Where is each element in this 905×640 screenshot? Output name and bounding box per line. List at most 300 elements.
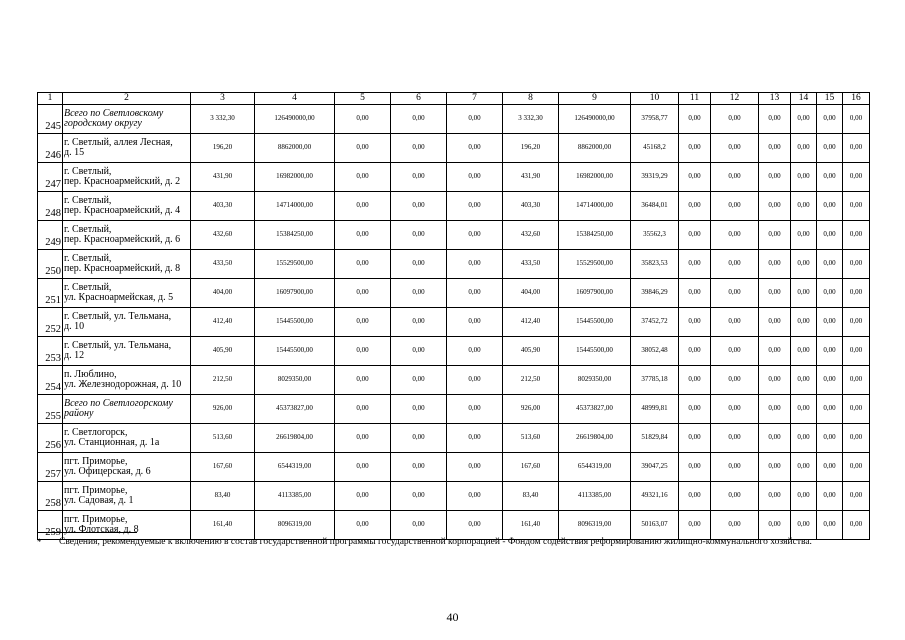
value-cell-col-12: 0,00 <box>711 250 759 279</box>
value-cell-col-10: 35562,3 <box>631 221 679 250</box>
value-cell-col-13: 0,00 <box>759 395 791 424</box>
row-number: 245 <box>38 105 63 134</box>
value-cell-col-11: 0,00 <box>679 192 711 221</box>
value-cell-col-7: 0,00 <box>447 192 503 221</box>
value-cell-col-3: 405,90 <box>191 337 255 366</box>
address-cell <box>63 308 191 337</box>
address-line: пгт. Приморье, <box>64 484 128 496</box>
value-cell-col-3: 161,40 <box>191 511 255 540</box>
value-cell-col-12: 0,00 <box>711 424 759 453</box>
value-cell-col-14: 0,00 <box>791 453 817 482</box>
footnote-text: Сведения, рекомендуемые к включению в состав государственной программы государственной корпорацией - Фондом содействия реформированию жилищно-коммунального хозяйства. <box>59 537 812 547</box>
address-cell <box>63 395 191 424</box>
row-number: 250 <box>38 250 63 279</box>
value-cell-col-4: 15529500,00 <box>255 250 335 279</box>
column-number-1: 1 <box>38 93 63 105</box>
value-cell-col-7: 0,00 <box>447 366 503 395</box>
value-cell-col-5: 0,00 <box>335 366 391 395</box>
value-cell-col-16: 0,00 <box>843 105 870 134</box>
value-cell-col-13: 0,00 <box>759 366 791 395</box>
value-cell-col-16: 0,00 <box>843 424 870 453</box>
value-cell-col-7: 0,00 <box>447 221 503 250</box>
value-cell-col-11: 0,00 <box>679 279 711 308</box>
address-line: пер. Красноармейский, д. 6 <box>64 234 181 245</box>
address-line: Всего по Светлогорскому <box>64 397 173 409</box>
value-cell-col-16: 0,00 <box>843 366 870 395</box>
value-cell-col-9: 15384250,00 <box>559 221 631 250</box>
value-cell-col-15: 0,00 <box>817 163 843 192</box>
table-row <box>38 482 870 511</box>
value-cell-col-3: 431,90 <box>191 163 255 192</box>
value-cell-col-6: 0,00 <box>391 511 447 540</box>
value-cell-col-8: 167,60 <box>503 453 559 482</box>
table-row <box>38 366 870 395</box>
row-number: 252 <box>38 308 63 337</box>
value-cell-col-11: 0,00 <box>679 134 711 163</box>
table-row <box>38 453 870 482</box>
value-cell-col-3: 167,60 <box>191 453 255 482</box>
value-cell-col-10: 39846,29 <box>631 279 679 308</box>
address-line: району <box>64 408 94 419</box>
address-line: пгт. Приморье, <box>64 513 128 525</box>
row-number: 251 <box>38 279 63 308</box>
address-line: п. Люблино, <box>64 368 117 380</box>
value-cell-col-11: 0,00 <box>679 395 711 424</box>
value-cell-col-4: 6544319,00 <box>255 453 335 482</box>
value-cell-col-14: 0,00 <box>791 163 817 192</box>
value-cell-col-4: 4113385,00 <box>255 482 335 511</box>
value-cell-col-7: 0,00 <box>447 250 503 279</box>
value-cell-col-7: 0,00 <box>447 134 503 163</box>
value-cell-col-8: 405,90 <box>503 337 559 366</box>
footnote-divider <box>37 532 137 533</box>
value-cell-col-16: 0,00 <box>843 453 870 482</box>
value-cell-col-13: 0,00 <box>759 221 791 250</box>
value-cell-col-15: 0,00 <box>817 105 843 134</box>
value-cell-col-7: 0,00 <box>447 308 503 337</box>
column-number-2: 2 <box>63 93 191 105</box>
table-row <box>38 250 870 279</box>
header-row <box>38 93 870 105</box>
value-cell-col-11: 0,00 <box>679 511 711 540</box>
address-line: пер. Красноармейский, д. 4 <box>64 205 181 216</box>
value-cell-col-11: 0,00 <box>679 105 711 134</box>
value-cell-col-12: 0,00 <box>711 308 759 337</box>
value-cell-col-15: 0,00 <box>817 482 843 511</box>
column-number-7: 7 <box>447 93 503 105</box>
value-cell-col-13: 0,00 <box>759 424 791 453</box>
value-cell-col-14: 0,00 <box>791 337 817 366</box>
value-cell-col-9: 26619804,00 <box>559 424 631 453</box>
table-row <box>38 163 870 192</box>
value-cell-col-6: 0,00 <box>391 366 447 395</box>
column-number-10: 10 <box>631 93 679 105</box>
value-cell-col-13: 0,00 <box>759 511 791 540</box>
table-row <box>38 134 870 163</box>
value-cell-col-14: 0,00 <box>791 482 817 511</box>
value-cell-col-14: 0,00 <box>791 308 817 337</box>
value-cell-col-15: 0,00 <box>817 279 843 308</box>
value-cell-col-12: 0,00 <box>711 482 759 511</box>
value-cell-col-15: 0,00 <box>817 250 843 279</box>
address-line: д. 15 <box>64 147 85 158</box>
address-line: ул. Садовая, д. 1 <box>64 495 134 506</box>
value-cell-col-12: 0,00 <box>711 192 759 221</box>
value-cell-col-10: 37958,77 <box>631 105 679 134</box>
value-cell-col-14: 0,00 <box>791 105 817 134</box>
value-cell-col-11: 0,00 <box>679 453 711 482</box>
value-cell-col-8: 3 332,30 <box>503 105 559 134</box>
column-number-4: 4 <box>255 93 335 105</box>
column-number-11: 11 <box>679 93 711 105</box>
row-number: 254 <box>38 366 63 395</box>
address-line: пгт. Приморье, <box>64 455 128 467</box>
value-cell-col-11: 0,00 <box>679 221 711 250</box>
value-cell-col-8: 412,40 <box>503 308 559 337</box>
value-cell-col-10: 38052,48 <box>631 337 679 366</box>
value-cell-col-15: 0,00 <box>817 221 843 250</box>
value-cell-col-12: 0,00 <box>711 366 759 395</box>
value-cell-col-5: 0,00 <box>335 308 391 337</box>
address-line: г. Светлый, ул. Тельмана, <box>64 310 172 322</box>
table-row <box>38 221 870 250</box>
value-cell-col-4: 8862000,00 <box>255 134 335 163</box>
value-cell-col-5: 0,00 <box>335 482 391 511</box>
value-cell-col-16: 0,00 <box>843 192 870 221</box>
address-line: г. Светлый, <box>64 223 112 235</box>
value-cell-col-5: 0,00 <box>335 337 391 366</box>
value-cell-col-13: 0,00 <box>759 279 791 308</box>
value-cell-col-10: 50163,07 <box>631 511 679 540</box>
value-cell-col-9: 8862000,00 <box>559 134 631 163</box>
table-row <box>38 105 870 134</box>
value-cell-col-10: 45168,2 <box>631 134 679 163</box>
value-cell-col-3: 412,40 <box>191 308 255 337</box>
value-cell-col-7: 0,00 <box>447 105 503 134</box>
value-cell-col-4: 16097900,00 <box>255 279 335 308</box>
value-cell-col-10: 49321,16 <box>631 482 679 511</box>
value-cell-col-3: 83,40 <box>191 482 255 511</box>
value-cell-col-5: 0,00 <box>335 221 391 250</box>
value-cell-col-15: 0,00 <box>817 134 843 163</box>
value-cell-col-8: 433,50 <box>503 250 559 279</box>
value-cell-col-12: 0,00 <box>711 337 759 366</box>
value-cell-col-8: 513,60 <box>503 424 559 453</box>
value-cell-col-16: 0,00 <box>843 221 870 250</box>
value-cell-col-11: 0,00 <box>679 337 711 366</box>
footnote <box>37 536 869 549</box>
value-cell-col-12: 0,00 <box>711 453 759 482</box>
value-cell-col-16: 0,00 <box>843 134 870 163</box>
value-cell-col-12: 0,00 <box>711 105 759 134</box>
value-cell-col-9: 6544319,00 <box>559 453 631 482</box>
value-cell-col-9: 126490000,00 <box>559 105 631 134</box>
value-cell-col-6: 0,00 <box>391 453 447 482</box>
column-number-6: 6 <box>391 93 447 105</box>
value-cell-col-10: 39319,29 <box>631 163 679 192</box>
value-cell-col-9: 4113385,00 <box>559 482 631 511</box>
row-number: 247 <box>38 163 63 192</box>
value-cell-col-15: 0,00 <box>817 424 843 453</box>
footnote-marker: * <box>37 537 42 547</box>
value-cell-col-14: 0,00 <box>791 279 817 308</box>
value-cell-col-16: 0,00 <box>843 250 870 279</box>
value-cell-col-8: 432,60 <box>503 221 559 250</box>
value-cell-col-5: 0,00 <box>335 511 391 540</box>
value-cell-col-8: 403,30 <box>503 192 559 221</box>
column-number-3: 3 <box>191 93 255 105</box>
address-line: д. 10 <box>64 321 85 332</box>
value-cell-col-8: 212,50 <box>503 366 559 395</box>
column-number-14: 14 <box>791 93 817 105</box>
value-cell-col-4: 45373827,00 <box>255 395 335 424</box>
row-number: 253 <box>38 337 63 366</box>
value-cell-col-16: 0,00 <box>843 395 870 424</box>
value-cell-col-13: 0,00 <box>759 337 791 366</box>
value-cell-col-9: 16097900,00 <box>559 279 631 308</box>
value-cell-col-10: 51829,84 <box>631 424 679 453</box>
table-row <box>38 424 870 453</box>
address-line: г. Светлый, <box>64 194 112 206</box>
address-line: городскому округу <box>64 118 142 129</box>
value-cell-col-6: 0,00 <box>391 337 447 366</box>
address-line: г. Светлый, аллея Лесная, <box>64 136 173 148</box>
address-line: ул. Железнодорожная, д. 10 <box>64 379 182 390</box>
value-cell-col-10: 35823,53 <box>631 250 679 279</box>
value-cell-col-4: 15445500,00 <box>255 337 335 366</box>
value-cell-col-14: 0,00 <box>791 366 817 395</box>
value-cell-col-7: 0,00 <box>447 279 503 308</box>
value-cell-col-6: 0,00 <box>391 105 447 134</box>
value-cell-col-4: 8029350,00 <box>255 366 335 395</box>
address-cell <box>63 250 191 279</box>
value-cell-col-13: 0,00 <box>759 192 791 221</box>
value-cell-col-3: 404,00 <box>191 279 255 308</box>
value-cell-col-15: 0,00 <box>817 511 843 540</box>
value-cell-col-11: 0,00 <box>679 163 711 192</box>
value-cell-col-7: 0,00 <box>447 453 503 482</box>
value-cell-col-15: 0,00 <box>817 337 843 366</box>
value-cell-col-15: 0,00 <box>817 395 843 424</box>
address-line: г. Светлый, <box>64 165 112 177</box>
value-cell-col-10: 36484,01 <box>631 192 679 221</box>
table-row <box>38 337 870 366</box>
value-cell-col-16: 0,00 <box>843 279 870 308</box>
value-cell-col-11: 0,00 <box>679 250 711 279</box>
housing-data-table <box>37 92 870 540</box>
value-cell-col-5: 0,00 <box>335 250 391 279</box>
value-cell-col-12: 0,00 <box>711 279 759 308</box>
page-number: 40 <box>446 610 459 624</box>
value-cell-col-6: 0,00 <box>391 424 447 453</box>
value-cell-col-6: 0,00 <box>391 192 447 221</box>
value-cell-col-3: 212,50 <box>191 366 255 395</box>
value-cell-col-15: 0,00 <box>817 366 843 395</box>
column-number-16: 16 <box>843 93 870 105</box>
address-cell <box>63 221 191 250</box>
value-cell-col-12: 0,00 <box>711 511 759 540</box>
value-cell-col-12: 0,00 <box>711 163 759 192</box>
value-cell-col-10: 39047,25 <box>631 453 679 482</box>
value-cell-col-7: 0,00 <box>447 163 503 192</box>
value-cell-col-3: 432,60 <box>191 221 255 250</box>
value-cell-col-9: 15529500,00 <box>559 250 631 279</box>
address-line: г. Светлый, <box>64 281 112 293</box>
value-cell-col-9: 14714000,00 <box>559 192 631 221</box>
value-cell-col-11: 0,00 <box>679 424 711 453</box>
value-cell-col-6: 0,00 <box>391 163 447 192</box>
value-cell-col-13: 0,00 <box>759 250 791 279</box>
address-line: ул. Станционная, д. 1а <box>64 437 160 448</box>
value-cell-col-6: 0,00 <box>391 395 447 424</box>
value-cell-col-9: 15445500,00 <box>559 337 631 366</box>
row-number: 248 <box>38 192 63 221</box>
address-cell <box>63 453 191 482</box>
row-number: 246 <box>38 134 63 163</box>
value-cell-col-9: 45373827,00 <box>559 395 631 424</box>
row-number: 249 <box>38 221 63 250</box>
value-cell-col-5: 0,00 <box>335 163 391 192</box>
address-line: г. Светлый, <box>64 252 112 264</box>
value-cell-col-7: 0,00 <box>447 395 503 424</box>
column-number-12: 12 <box>711 93 759 105</box>
value-cell-col-5: 0,00 <box>335 453 391 482</box>
address-line: г. Светлый, ул. Тельмана, <box>64 339 172 351</box>
address-line: ул. Красноармейская, д. 5 <box>64 292 174 303</box>
value-cell-col-3: 513,60 <box>191 424 255 453</box>
value-cell-col-6: 0,00 <box>391 308 447 337</box>
value-cell-col-5: 0,00 <box>335 279 391 308</box>
value-cell-col-15: 0,00 <box>817 192 843 221</box>
value-cell-col-11: 0,00 <box>679 482 711 511</box>
value-cell-col-8: 431,90 <box>503 163 559 192</box>
row-number: 256 <box>38 424 63 453</box>
row-number: 257 <box>38 453 63 482</box>
value-cell-col-5: 0,00 <box>335 424 391 453</box>
value-cell-col-4: 8096319,00 <box>255 511 335 540</box>
value-cell-col-12: 0,00 <box>711 395 759 424</box>
value-cell-col-13: 0,00 <box>759 163 791 192</box>
address-cell <box>63 134 191 163</box>
value-cell-col-5: 0,00 <box>335 105 391 134</box>
value-cell-col-8: 196,20 <box>503 134 559 163</box>
value-cell-col-14: 0,00 <box>791 134 817 163</box>
address-cell <box>63 366 191 395</box>
value-cell-col-11: 0,00 <box>679 308 711 337</box>
column-number-8: 8 <box>503 93 559 105</box>
value-cell-col-16: 0,00 <box>843 511 870 540</box>
value-cell-col-4: 15384250,00 <box>255 221 335 250</box>
value-cell-col-8: 161,40 <box>503 511 559 540</box>
column-number-13: 13 <box>759 93 791 105</box>
value-cell-col-6: 0,00 <box>391 221 447 250</box>
value-cell-col-7: 0,00 <box>447 482 503 511</box>
value-cell-col-7: 0,00 <box>447 424 503 453</box>
value-cell-col-3: 196,20 <box>191 134 255 163</box>
value-cell-col-10: 48999,81 <box>631 395 679 424</box>
value-cell-col-4: 16982000,00 <box>255 163 335 192</box>
value-cell-col-14: 0,00 <box>791 395 817 424</box>
value-cell-col-16: 0,00 <box>843 482 870 511</box>
value-cell-col-5: 0,00 <box>335 395 391 424</box>
value-cell-col-8: 926,00 <box>503 395 559 424</box>
value-cell-col-9: 15445500,00 <box>559 308 631 337</box>
value-cell-col-6: 0,00 <box>391 134 447 163</box>
value-cell-col-13: 0,00 <box>759 308 791 337</box>
value-cell-col-10: 37452,72 <box>631 308 679 337</box>
address-line: д. 12 <box>64 350 85 361</box>
value-cell-col-13: 0,00 <box>759 134 791 163</box>
value-cell-col-7: 0,00 <box>447 337 503 366</box>
value-cell-col-11: 0,00 <box>679 366 711 395</box>
address-line: Всего по Светловскому <box>64 107 164 119</box>
value-cell-col-14: 0,00 <box>791 192 817 221</box>
value-cell-col-16: 0,00 <box>843 337 870 366</box>
value-cell-col-6: 0,00 <box>391 279 447 308</box>
value-cell-col-6: 0,00 <box>391 250 447 279</box>
column-number-9: 9 <box>559 93 631 105</box>
address-cell <box>63 482 191 511</box>
address-cell <box>63 279 191 308</box>
row-number: 259 <box>38 511 63 540</box>
address-cell <box>63 192 191 221</box>
value-cell-col-13: 0,00 <box>759 482 791 511</box>
value-cell-col-14: 0,00 <box>791 424 817 453</box>
value-cell-col-12: 0,00 <box>711 134 759 163</box>
value-cell-col-13: 0,00 <box>759 105 791 134</box>
value-cell-col-3: 3 332,30 <box>191 105 255 134</box>
table-row <box>38 308 870 337</box>
value-cell-col-8: 404,00 <box>503 279 559 308</box>
value-cell-col-15: 0,00 <box>817 308 843 337</box>
value-cell-col-9: 8029350,00 <box>559 366 631 395</box>
column-number-5: 5 <box>335 93 391 105</box>
row-number: 255 <box>38 395 63 424</box>
value-cell-col-9: 8096319,00 <box>559 511 631 540</box>
value-cell-col-4: 14714000,00 <box>255 192 335 221</box>
address-cell <box>63 105 191 134</box>
value-cell-col-12: 0,00 <box>711 221 759 250</box>
value-cell-col-6: 0,00 <box>391 482 447 511</box>
value-cell-col-15: 0,00 <box>817 453 843 482</box>
address-cell <box>63 424 191 453</box>
row-number: 258 <box>38 482 63 511</box>
table-row <box>38 395 870 424</box>
value-cell-col-7: 0,00 <box>447 511 503 540</box>
value-cell-col-8: 83,40 <box>503 482 559 511</box>
address-line: пер. Красноармейский, д. 2 <box>64 176 181 187</box>
address-line: г. Светлогорск, <box>64 426 128 438</box>
table-row <box>38 279 870 308</box>
address-line: ул. Флотская, д. 8 <box>64 524 139 535</box>
value-cell-col-9: 16982000,00 <box>559 163 631 192</box>
address-cell <box>63 337 191 366</box>
value-cell-col-4: 126490000,00 <box>255 105 335 134</box>
value-cell-col-16: 0,00 <box>843 163 870 192</box>
table-row <box>38 192 870 221</box>
value-cell-col-14: 0,00 <box>791 250 817 279</box>
value-cell-col-14: 0,00 <box>791 511 817 540</box>
value-cell-col-4: 26619804,00 <box>255 424 335 453</box>
value-cell-col-3: 926,00 <box>191 395 255 424</box>
value-cell-col-4: 15445500,00 <box>255 308 335 337</box>
value-cell-col-10: 37785,18 <box>631 366 679 395</box>
address-cell <box>63 163 191 192</box>
column-number-15: 15 <box>817 93 843 105</box>
value-cell-col-5: 0,00 <box>335 134 391 163</box>
address-line: пер. Красноармейский, д. 8 <box>64 263 181 274</box>
value-cell-col-16: 0,00 <box>843 308 870 337</box>
